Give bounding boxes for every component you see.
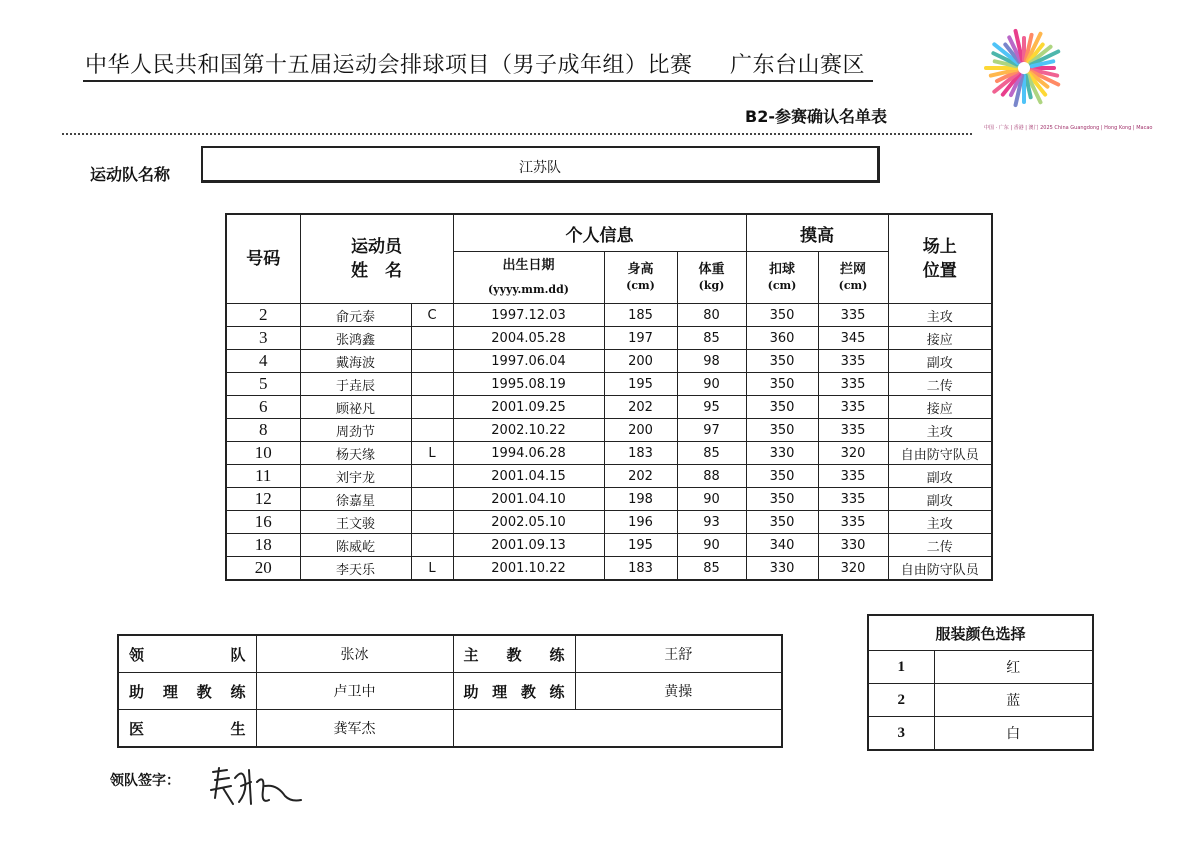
roster-row xyxy=(226,327,992,350)
uniform-color-table xyxy=(867,614,1094,751)
team-name-label: 运动队名称 xyxy=(90,165,171,184)
col-header-personal-info: 个人信息 xyxy=(453,214,746,252)
roster-row xyxy=(226,350,992,373)
player-name: 徐嘉星 xyxy=(300,488,411,511)
player-role-mark xyxy=(411,396,453,419)
uniform-color-row xyxy=(868,684,1093,717)
player-block-reach: 345 xyxy=(818,327,888,350)
player-weight: 85 xyxy=(677,442,746,465)
player-spike-reach: 330 xyxy=(746,557,818,581)
player-dob: 2004.05.28 xyxy=(453,327,604,350)
player-dob: 2002.05.10 xyxy=(453,511,604,534)
player-name: 戴海波 xyxy=(300,350,411,373)
player-height: 195 xyxy=(604,373,677,396)
player-dob: 2001.04.10 xyxy=(453,488,604,511)
player-number: 5 xyxy=(226,373,300,396)
player-height: 183 xyxy=(604,442,677,465)
col-header-block: 拦网 (cm) xyxy=(818,252,888,304)
player-position: 二传 xyxy=(888,534,992,557)
roster-row xyxy=(226,465,992,488)
player-block-reach: 330 xyxy=(818,534,888,557)
dotted-separator xyxy=(62,133,972,135)
player-role-mark xyxy=(411,511,453,534)
col-header-athlete: 运动员 姓 名 xyxy=(300,214,453,304)
player-block-reach: 335 xyxy=(818,350,888,373)
player-weight: 85 xyxy=(677,327,746,350)
player-number: 4 xyxy=(226,350,300,373)
player-position: 主攻 xyxy=(888,304,992,327)
player-role-mark xyxy=(411,534,453,557)
roster-row xyxy=(226,442,992,465)
player-weight: 98 xyxy=(677,350,746,373)
handwritten-signature xyxy=(205,760,305,810)
roster-row xyxy=(226,511,992,534)
roster-row xyxy=(226,419,992,442)
player-height: 185 xyxy=(604,304,677,327)
player-weight: 80 xyxy=(677,304,746,327)
player-name: 刘宇龙 xyxy=(300,465,411,488)
leader-label: 领 队 xyxy=(118,635,256,673)
player-block-reach: 335 xyxy=(818,373,888,396)
player-height: 183 xyxy=(604,557,677,581)
player-name: 张鸿鑫 xyxy=(300,327,411,350)
player-number: 16 xyxy=(226,511,300,534)
col-header-dob: 出生日期 (yyyy.mm.dd) xyxy=(453,252,604,304)
player-number: 11 xyxy=(226,465,300,488)
player-block-reach: 320 xyxy=(818,442,888,465)
player-dob: 2002.10.22 xyxy=(453,419,604,442)
player-height: 198 xyxy=(604,488,677,511)
player-position: 接应 xyxy=(888,396,992,419)
player-spike-reach: 350 xyxy=(746,511,818,534)
player-name: 于垚辰 xyxy=(300,373,411,396)
player-weight: 90 xyxy=(677,534,746,557)
uniform-color-row xyxy=(868,651,1093,684)
player-position: 副攻 xyxy=(888,350,992,373)
uniform-color-value: 红 xyxy=(934,651,1093,684)
leader-value: 张冰 xyxy=(256,635,453,673)
player-role-mark xyxy=(411,350,453,373)
player-spike-reach: 350 xyxy=(746,488,818,511)
roster-row xyxy=(226,557,992,581)
player-spike-reach: 350 xyxy=(746,419,818,442)
roster-row xyxy=(226,534,992,557)
col-header-weight: 体重 (kg) xyxy=(677,252,746,304)
player-spike-reach: 350 xyxy=(746,373,818,396)
uniform-color-row xyxy=(868,717,1093,751)
player-spike-reach: 340 xyxy=(746,534,818,557)
form-title: 中华人民共和国第十五届运动会排球项目（男子成年组）比赛 广东台山赛区 xyxy=(85,53,865,78)
player-position: 二传 xyxy=(888,373,992,396)
player-weight: 97 xyxy=(677,419,746,442)
player-height: 195 xyxy=(604,534,677,557)
head-coach-label: 主 教 练 xyxy=(453,635,575,673)
player-block-reach: 335 xyxy=(818,511,888,534)
player-weight: 90 xyxy=(677,488,746,511)
logo-caption: 中国 · 广东 | 香港 | 澳门 2025 China Guangdong | Hong Kong | Macao xyxy=(984,125,1153,131)
player-role-mark xyxy=(411,373,453,396)
player-role-mark: L xyxy=(411,557,453,581)
games-logo-icon xyxy=(984,28,1064,108)
player-position: 副攻 xyxy=(888,488,992,511)
player-weight: 85 xyxy=(677,557,746,581)
player-position: 主攻 xyxy=(888,419,992,442)
uniform-color-number: 1 xyxy=(868,651,934,684)
head-coach-value: 王舒 xyxy=(575,635,782,673)
doctor-value: 龚军杰 xyxy=(256,710,453,748)
player-weight: 95 xyxy=(677,396,746,419)
player-role-mark xyxy=(411,465,453,488)
player-name: 陈威屹 xyxy=(300,534,411,557)
player-dob: 2001.04.15 xyxy=(453,465,604,488)
team-name-field xyxy=(201,146,880,183)
player-block-reach: 320 xyxy=(818,557,888,581)
player-dob: 1997.06.04 xyxy=(453,350,604,373)
player-name: 李天乐 xyxy=(300,557,411,581)
player-block-reach: 335 xyxy=(818,419,888,442)
uniform-color-value: 蓝 xyxy=(934,684,1093,717)
roster-row xyxy=(226,488,992,511)
roster-row xyxy=(226,396,992,419)
player-dob: 2001.09.13 xyxy=(453,534,604,557)
team-name-value: 江苏队 xyxy=(519,160,561,176)
player-weight: 90 xyxy=(677,373,746,396)
player-position: 副攻 xyxy=(888,465,992,488)
uniform-color-number: 3 xyxy=(868,717,934,751)
player-name: 顾祕凡 xyxy=(300,396,411,419)
player-height: 202 xyxy=(604,465,677,488)
player-spike-reach: 350 xyxy=(746,304,818,327)
player-weight: 93 xyxy=(677,511,746,534)
player-dob: 2001.10.22 xyxy=(453,557,604,581)
col-header-height: 身高 (cm) xyxy=(604,252,677,304)
player-position: 自由防守队员 xyxy=(888,557,992,581)
leader-signature-label: 领队签字： xyxy=(110,773,180,789)
assistant-coach-label: 助 理 教 练 xyxy=(118,673,256,710)
player-spike-reach: 350 xyxy=(746,396,818,419)
player-number: 2 xyxy=(226,304,300,327)
col-header-number: 号码 xyxy=(226,214,300,304)
player-block-reach: 335 xyxy=(818,465,888,488)
assistant-coach-2-value: 黄操 xyxy=(575,673,782,710)
player-spike-reach: 350 xyxy=(746,465,818,488)
player-height: 202 xyxy=(604,396,677,419)
player-height: 200 xyxy=(604,419,677,442)
player-number: 12 xyxy=(226,488,300,511)
player-spike-reach: 360 xyxy=(746,327,818,350)
player-weight: 88 xyxy=(677,465,746,488)
assistant-coach-label-2: 助 理 教 练 xyxy=(453,673,575,710)
player-spike-reach: 330 xyxy=(746,442,818,465)
roster-table xyxy=(225,213,993,581)
roster-row xyxy=(226,373,992,396)
roster-row xyxy=(226,304,992,327)
player-role-mark: L xyxy=(411,442,453,465)
col-header-position: 场上 位置 xyxy=(888,214,992,304)
doctor-label: 医 生 xyxy=(118,710,256,748)
player-block-reach: 335 xyxy=(818,304,888,327)
staff-table xyxy=(117,634,783,748)
player-block-reach: 335 xyxy=(818,396,888,419)
player-role-mark xyxy=(411,488,453,511)
uniform-color-number: 2 xyxy=(868,684,934,717)
empty-cell xyxy=(453,710,782,748)
player-name: 杨天缘 xyxy=(300,442,411,465)
col-header-reach: 摸高 xyxy=(746,214,888,252)
player-dob: 1997.12.03 xyxy=(453,304,604,327)
assistant-coach-1-value: 卢卫中 xyxy=(256,673,453,710)
title-underline xyxy=(83,80,873,82)
uniform-color-value: 白 xyxy=(934,717,1093,751)
player-number: 18 xyxy=(226,534,300,557)
player-height: 200 xyxy=(604,350,677,373)
player-name: 王文骏 xyxy=(300,511,411,534)
player-number: 6 xyxy=(226,396,300,419)
player-number: 10 xyxy=(226,442,300,465)
player-role-mark xyxy=(411,327,453,350)
player-role-mark: C xyxy=(411,304,453,327)
player-name: 俞元泰 xyxy=(300,304,411,327)
player-number: 3 xyxy=(226,327,300,350)
player-dob: 2001.09.25 xyxy=(453,396,604,419)
player-height: 196 xyxy=(604,511,677,534)
player-dob: 1995.08.19 xyxy=(453,373,604,396)
player-position: 自由防守队员 xyxy=(888,442,992,465)
player-dob: 1994.06.28 xyxy=(453,442,604,465)
col-header-spike: 扣球 (cm) xyxy=(746,252,818,304)
player-block-reach: 335 xyxy=(818,488,888,511)
player-spike-reach: 350 xyxy=(746,350,818,373)
player-position: 主攻 xyxy=(888,511,992,534)
player-name: 周劲节 xyxy=(300,419,411,442)
uniform-color-title: 服装颜色选择 xyxy=(868,615,1093,651)
player-role-mark xyxy=(411,419,453,442)
player-height: 197 xyxy=(604,327,677,350)
player-number: 8 xyxy=(226,419,300,442)
player-number: 20 xyxy=(226,557,300,581)
player-position: 接应 xyxy=(888,327,992,350)
form-code: B2-参赛确认名单表 xyxy=(745,107,887,126)
